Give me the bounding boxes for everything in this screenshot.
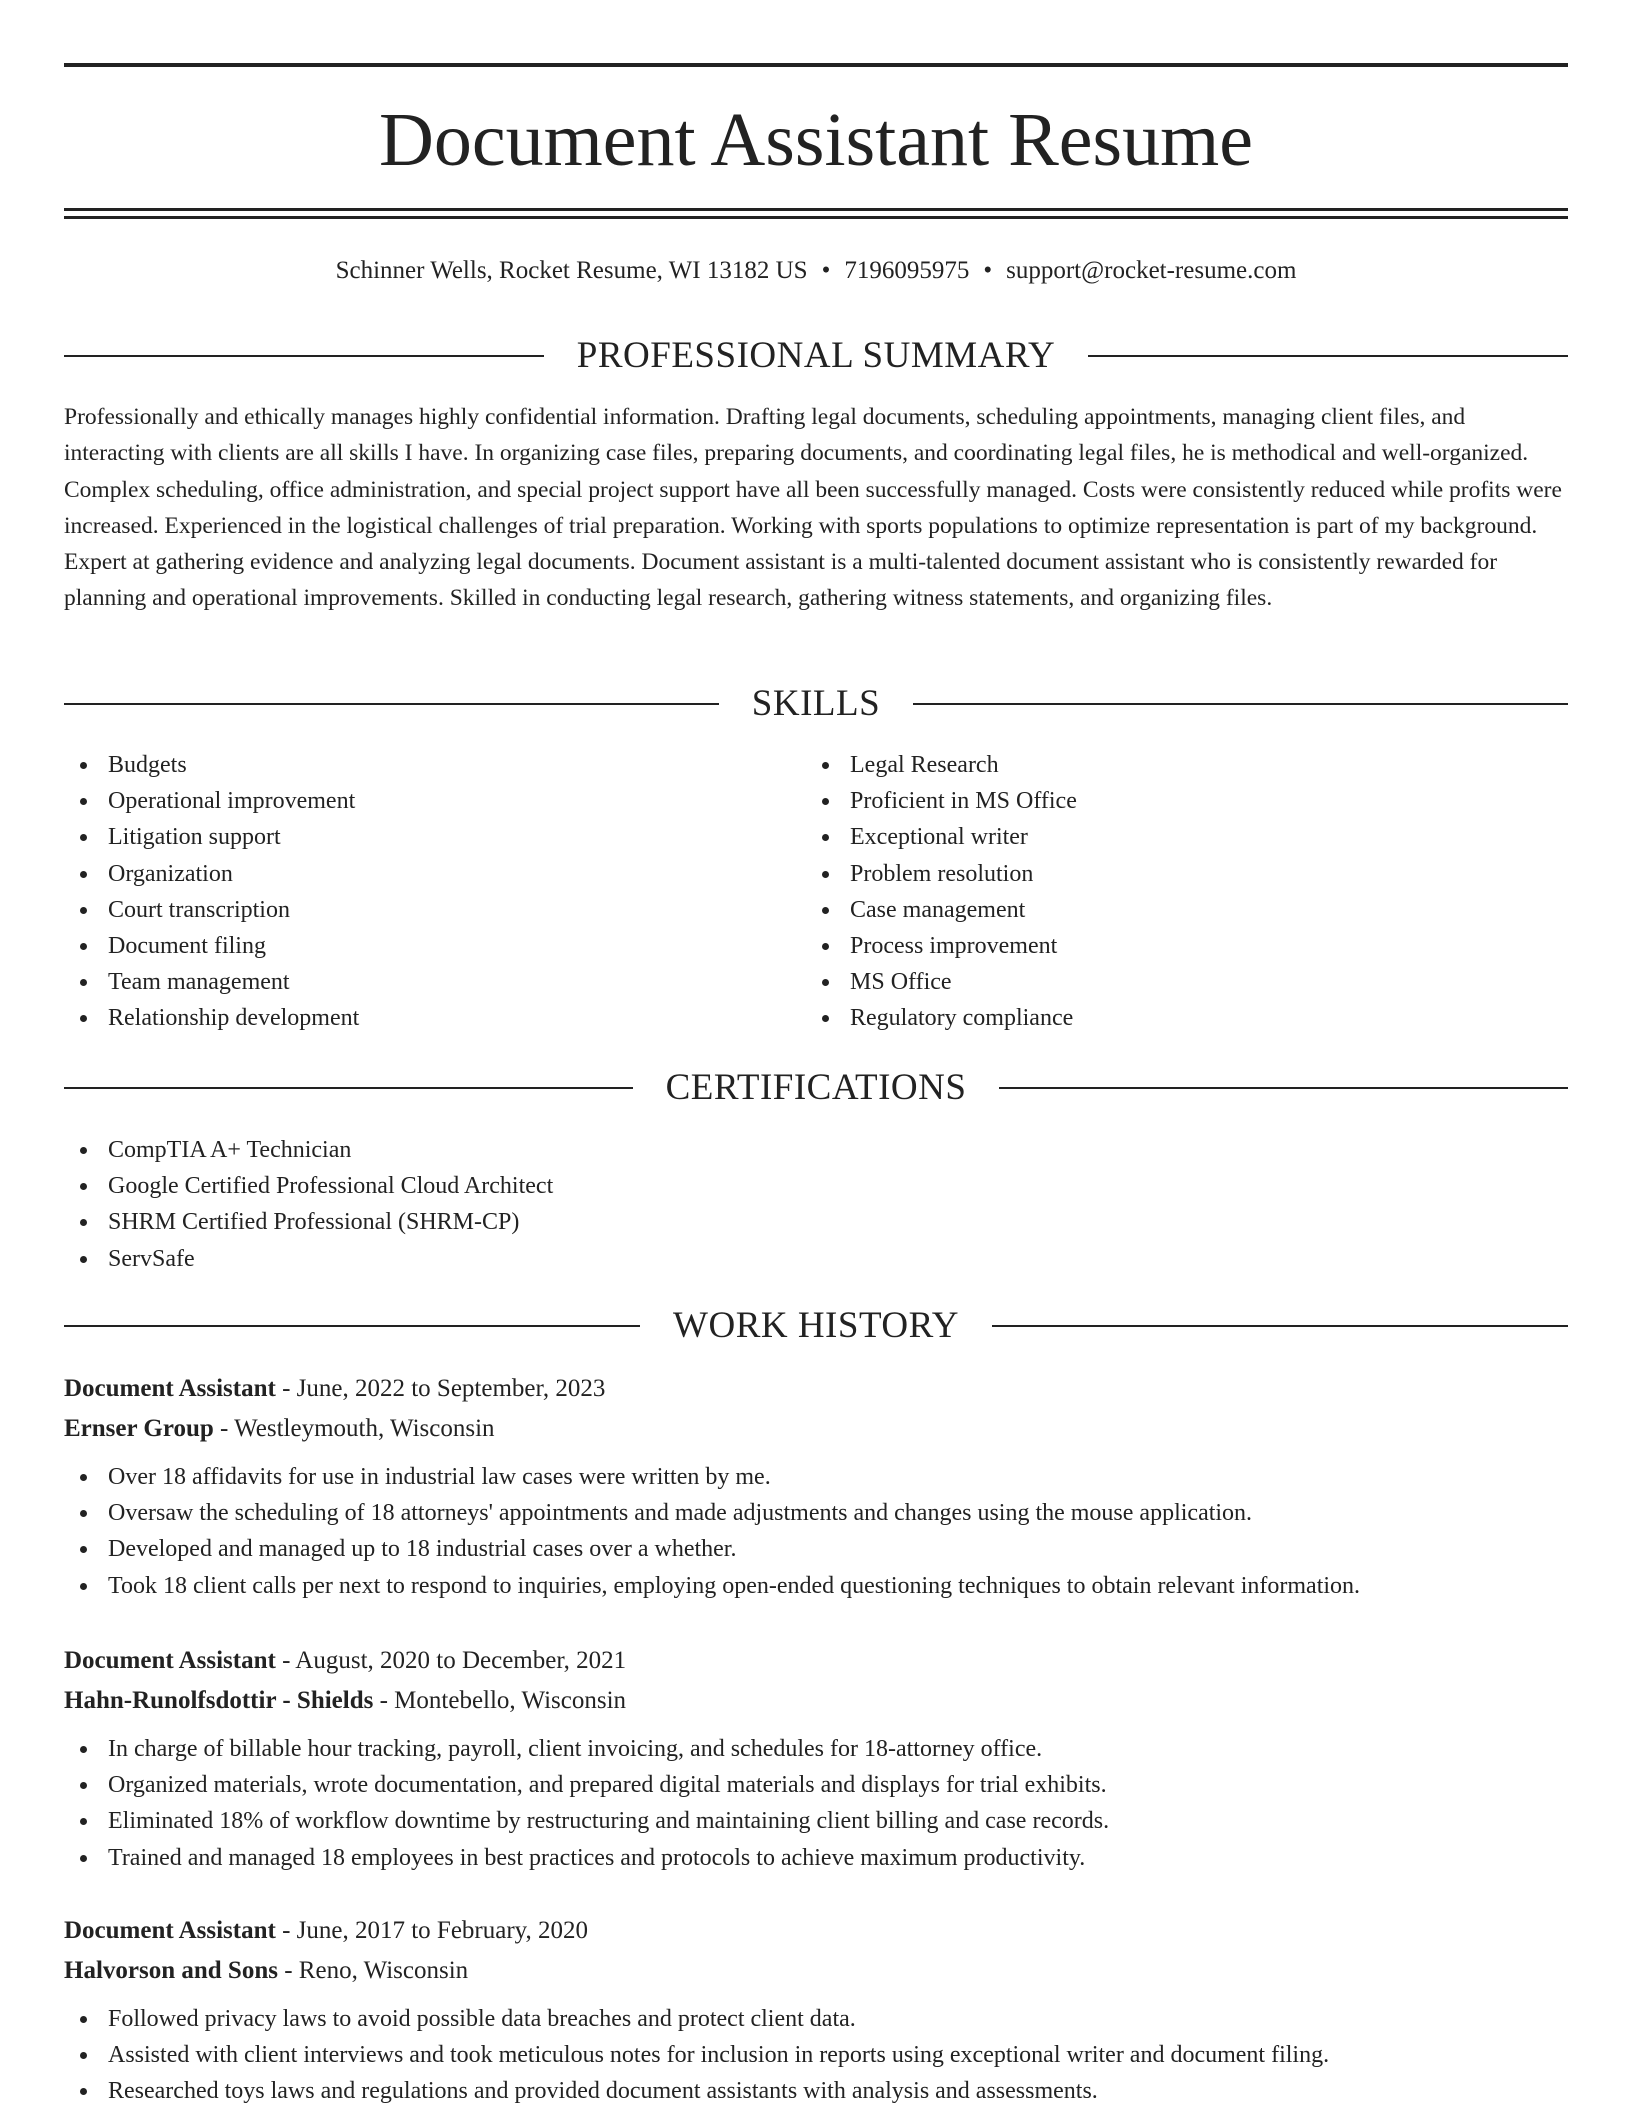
contact-line xyxy=(64,254,1568,288)
list-item: ServSafe xyxy=(64,1241,1564,1277)
heading-rule xyxy=(992,1325,1568,1327)
list-item: MS Office xyxy=(806,964,1506,1000)
list-item: Process improvement xyxy=(806,928,1506,964)
job-company: Hahn-Runolfsdottir - Shields xyxy=(64,1687,374,1714)
job-bullet: Eliminated 18% of workflow downtime by restructuring and maintaining client billing and case records. xyxy=(64,1803,1568,1839)
list-item: Team management xyxy=(64,964,764,1000)
list-item: Case management xyxy=(806,892,1506,928)
heading-rule xyxy=(64,703,719,705)
list-item: Relationship development xyxy=(64,1000,764,1036)
job-dates: August, 2020 to December, 2021 xyxy=(295,1647,627,1674)
job-entry xyxy=(64,1911,1568,2110)
job-bullet: Trained and managed 18 employees in best practices and protocols to achieve maximum productivity. xyxy=(64,1840,1568,1876)
list-item: Exceptional writer xyxy=(806,819,1506,855)
job-bullets xyxy=(64,1459,1568,1604)
list-item: CompTIA A+ Technician xyxy=(64,1132,1564,1168)
skills-list-right xyxy=(806,747,1506,1037)
job-entry xyxy=(64,1369,1568,1604)
skills-heading-text: SKILLS xyxy=(751,683,881,724)
heading-rule xyxy=(64,1087,633,1089)
job-bullets xyxy=(64,2001,1568,2110)
job-bullet: Over 18 affidavits for use in industrial law cases were written by me. xyxy=(64,1459,1568,1495)
job-location: Reno, Wisconsin xyxy=(298,1957,469,1984)
heading-rule xyxy=(913,703,1568,705)
job-bullet: In charge of billable hour tracking, payroll, client invoicing, and schedules for 18-attorney office. xyxy=(64,1731,1568,1767)
summary-heading-text: PROFESSIONAL SUMMARY xyxy=(576,335,1056,376)
contact-separator: • xyxy=(983,257,993,284)
list-item: Legal Research xyxy=(806,747,1506,783)
certifications-list xyxy=(64,1132,1564,1277)
list-item: SHRM Certified Professional (SHRM-CP) xyxy=(64,1204,1564,1240)
top-rule xyxy=(64,63,1568,67)
work-history-heading-text: WORK HISTORY xyxy=(673,1305,959,1346)
job-title-line: Document Assistant - June, 2017 to February, 2020 xyxy=(64,1917,589,1944)
job-bullet: Oversaw the scheduling of 18 attorneys' appointments and made adjustments and changes using the mouse application. xyxy=(64,1495,1568,1531)
list-item: Proficient in MS Office xyxy=(806,783,1506,819)
job-title: Document Assistant xyxy=(64,1917,276,1944)
work-history-heading xyxy=(64,1304,1568,1348)
summary-heading xyxy=(64,334,1568,378)
job-company-line: Halvorson and Sons - Reno, Wisconsin xyxy=(64,1957,469,1984)
heading-rule xyxy=(64,1325,640,1327)
job-bullet: Developed and managed up to 18 industrial cases over a whether. xyxy=(64,1531,1568,1567)
contact-separator: • xyxy=(821,257,831,284)
job-company: Ernser Group xyxy=(64,1415,214,1442)
job-dates: June, 2022 to September, 2023 xyxy=(296,1375,606,1402)
job-bullet: Organized materials, wrote documentation, and prepared digital materials and displays for trial exhibits. xyxy=(64,1767,1568,1803)
job-company-line: Hahn-Runolfsdottir - Shields - Montebello, Wisconsin xyxy=(64,1687,627,1714)
contact-email: support@rocket-resume.com xyxy=(1006,257,1297,284)
list-item: Regulatory compliance xyxy=(806,1000,1506,1036)
list-item: Budgets xyxy=(64,747,764,783)
list-item: Organization xyxy=(64,856,764,892)
skills-list-left xyxy=(64,747,764,1037)
certifications-heading xyxy=(64,1066,1568,1110)
job-location: Westleymouth, Wisconsin xyxy=(234,1415,495,1442)
summary-paragraph: Professionally and ethically manages highly confidential information. Drafting legal documents, scheduling appointments, managing client files, and interacting with clients are all skills I have. In organizing case files, preparing documents, and coordinating legal files, he is methodical and well-organized. Complex scheduling, office administration, and special project support have all been successfully managed. Costs were consistently reduced while profits were increased. Experienced in the logistical challenges of trial preparation. Working with sports populations to optimize representation is part of my background. Expert at gathering evidence and analyzing legal documents. Document assistant is a multi-talented document assistant who is consistently rewarded for planning and operational improvements. Skilled in conducting legal research, gathering witness statements, and organizing files. xyxy=(64,404,1562,612)
list-item: Court transcription xyxy=(64,892,764,928)
job-bullets xyxy=(64,1731,1568,1876)
skills-heading xyxy=(64,682,1568,726)
resume-title: Document Assistant Resume xyxy=(379,98,1253,182)
job-title-line: Document Assistant - June, 2022 to September, 2023 xyxy=(64,1375,606,1402)
heading-rule xyxy=(1088,355,1568,357)
list-item: Google Certified Professional Cloud Architect xyxy=(64,1168,1564,1204)
job-bullet: Followed privacy laws to avoid possible data breaches and protect client data. xyxy=(64,2001,1568,2037)
job-company: Halvorson and Sons xyxy=(64,1957,278,1984)
job-location: Montebello, Wisconsin xyxy=(394,1687,627,1714)
job-entry xyxy=(64,1641,1568,1876)
job-bullet: Assisted with client interviews and took meticulous notes for inclusion in reports using exceptional writer and document filing. xyxy=(64,2037,1568,2073)
list-item: Document filing xyxy=(64,928,764,964)
heading-rule xyxy=(999,1087,1568,1089)
list-item: Litigation support xyxy=(64,819,764,855)
title-rule-lower xyxy=(64,216,1568,219)
contact-phone: 7196095975 xyxy=(844,257,970,284)
list-item: Operational improvement xyxy=(64,783,764,819)
title-rule-upper xyxy=(64,208,1568,211)
job-bullet: Took 18 client calls per next to respond to inquiries, employing open-ended questioning techniques to obtain relevant information. xyxy=(64,1568,1568,1604)
job-company-line: Ernser Group - Westleymouth, Wisconsin xyxy=(64,1415,495,1442)
job-title-line: Document Assistant - August, 2020 to December, 2021 xyxy=(64,1647,627,1674)
job-bullet: Researched toys laws and regulations and provided document assistants with analysis and assessments. xyxy=(64,2073,1568,2109)
job-title: Document Assistant xyxy=(64,1375,276,1402)
list-item: Problem resolution xyxy=(806,856,1506,892)
heading-rule xyxy=(64,355,544,357)
contact-address: Schinner Wells, Rocket Resume, WI 13182 US xyxy=(335,257,808,284)
job-title: Document Assistant xyxy=(64,1647,276,1674)
certifications-heading-text: CERTIFICATIONS xyxy=(665,1067,967,1108)
job-dates: June, 2017 to February, 2020 xyxy=(296,1917,589,1944)
